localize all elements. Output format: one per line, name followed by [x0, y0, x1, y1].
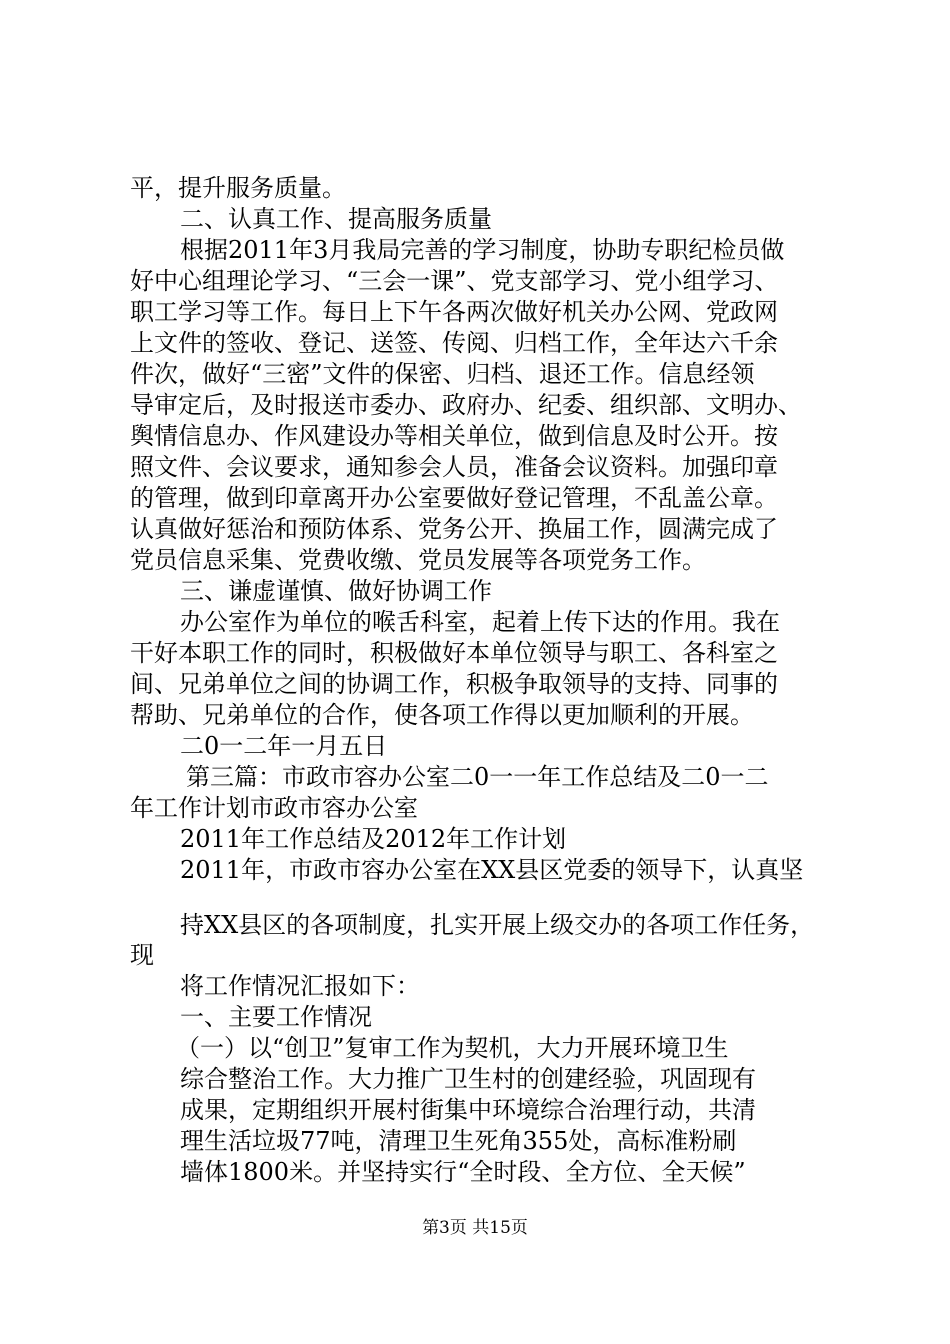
- text-line: 件次，做好“三密”文件的保密、归档、退还工作。信息经领: [130, 360, 755, 388]
- text-line: 上文件的签收、登记、送签、传阅、归档工作，全年达六千余: [130, 329, 778, 357]
- section-heading: 二、认真工作、提高服务质量: [180, 205, 492, 233]
- text-line: 墙体1800米。并坚持实行“全时段、全方位、全天候”: [180, 1158, 746, 1186]
- text-line: 照文件、会议要求，通知参会人员，准备会议资料。加强印章: [130, 453, 778, 481]
- text-line: 持XX县区的各项制度，扎实开展上级交办的各项工作任务，: [180, 911, 815, 939]
- text-line: 干好本职工作的同时，积极做好本单位领导与职工、各科室之: [130, 639, 778, 667]
- text-line: 间、兄弟单位之间的协调工作，积极争取领导的支持、同事的: [130, 670, 778, 698]
- text-line: 平，提升服务质量。: [130, 174, 346, 202]
- text-line: 导审定后，及时报送市委办、政府办、纪委、组织部、文明办、: [130, 391, 802, 419]
- text-line: 综合整治工作。大力推广卫生村的创建经验，巩固现有: [180, 1065, 756, 1093]
- text-line: 成果，定期组织开展村街集中环境综合治理行动，共清: [180, 1096, 756, 1124]
- article-title: 第三篇：市政市容办公室二0一一年工作总结及二0一二: [186, 763, 769, 791]
- subtitle-line: 2011年工作总结及2012年工作计划: [180, 825, 567, 853]
- text-line: 帮助、兄弟单位的合作，使各项工作得以更加顺利的开展。: [130, 701, 754, 729]
- section-heading: 一、主要工作情况: [180, 1003, 372, 1031]
- text-line: （一）以“创卫”复审工作为契机，大力开展环境卫生: [176, 1034, 729, 1062]
- text-line: 好中心组理论学习、“三会一课”、党支部学习、党小组学习、: [130, 267, 779, 295]
- text-line: 认真做好惩治和预防体系、党务公开、换届工作，圆满完成了: [130, 515, 778, 543]
- date-line: 二0一二年一月五日: [180, 732, 388, 760]
- page-number-footer: 第3页 共15页: [422, 1218, 528, 1238]
- article-title: 年工作计划市政市容办公室: [130, 794, 418, 822]
- text-line: 职工学习等工作。每日上下午各两次做好机关办公网、党政网: [130, 298, 778, 326]
- text-line: 理生活垃圾77吨，清理卫生死角355处，高标准粉刷: [180, 1127, 737, 1155]
- text-line: 党员信息采集、党费收缴、党员发展等各项党务工作。: [130, 546, 706, 574]
- text-line: 将工作情况汇报如下：: [180, 972, 420, 1000]
- section-heading: 三、谦虚谨慎、做好协调工作: [180, 577, 492, 605]
- text-line: 的管理，做到印章离开办公室要做好登记管理，不乱盖公章。: [130, 484, 778, 512]
- text-line: 舆情信息办、作风建设办等相关单位，做到信息及时公开。按: [130, 422, 778, 450]
- text-line: 根据2011年3月我局完善的学习制度，协助专职纪检员做: [180, 236, 785, 264]
- text-line: 现: [130, 941, 154, 969]
- text-line: 办公室作为单位的喉舌科室，起着上传下达的作用。我在: [180, 608, 780, 636]
- text-line: 2011年，市政市容办公室在XX县区党委的领导下，认真坚: [180, 856, 804, 884]
